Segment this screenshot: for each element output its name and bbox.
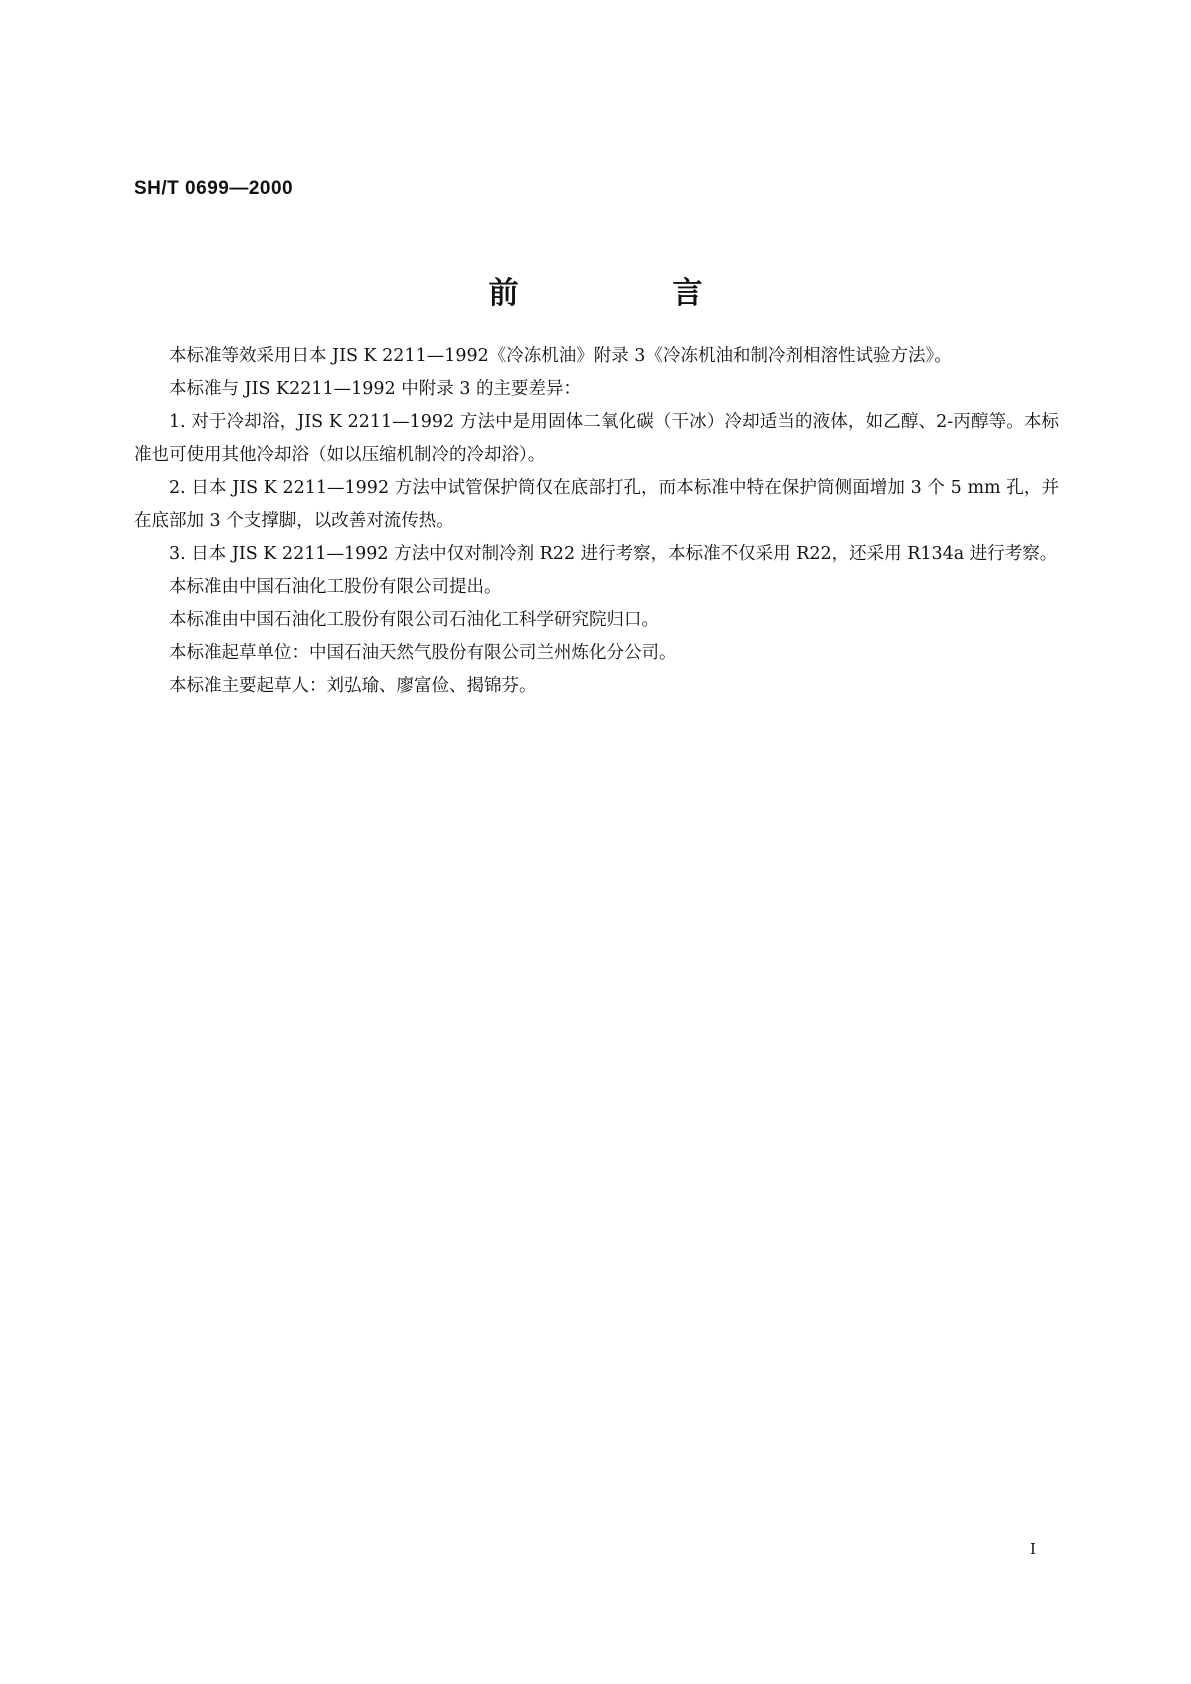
paragraph-administrator: 本标准由中国石油化工股份有限公司石油化工科学研究院归口。 xyxy=(169,610,659,630)
paragraph-difference-3: 3. 日本 JIS K 2211—1992 方法中仅对制冷剂 R22 进行考察，本标准不仅采用 R22，还采用 R134a 进行考察。 xyxy=(169,544,1058,564)
paragraph-differences-intro: 本标准与 JIS K2211—1992 中附录 3 的主要差异： xyxy=(169,379,582,399)
foreword-body xyxy=(134,340,1059,703)
paragraph-drafting-unit: 本标准起草单位：中国石油天然气股份有限公司兰州炼化分公司。 xyxy=(169,643,677,663)
paragraph-difference-2: 2. 日本 JIS K 2211—1992 方法中试管保护筒仅在底部打孔，而本标准中特在保护筒侧面增加 3 个 5 mm 孔，并在底部加 3 个支撑脚，以改善对流传热。 xyxy=(134,478,1059,531)
page-title: 前 言 xyxy=(488,276,765,311)
standard-code: SH/T 0699—2000 xyxy=(134,178,294,199)
page-number: I xyxy=(1030,1540,1036,1558)
paragraph-adoption: 本标准等效采用日本 JIS K 2211—1992《冷冻机油》附录 3《冷冻机油和制冷剂相溶性试验方法》。 xyxy=(169,346,952,366)
paragraph-drafters: 本标准主要起草人：刘弘瑜、廖富俭、揭锦芬。 xyxy=(169,676,537,696)
paragraph-difference-1: 1. 对于冷却浴，JIS K 2211—1992 方法中是用固体二氧化碳（干冰）冷却适当的液体，如乙醇、2-丙醇等。本标准也可使用其他冷却浴（如以压缩机制冷的冷却浴）。 xyxy=(134,412,1059,465)
paragraph-proposer: 本标准由中国石油化工股份有限公司提出。 xyxy=(169,577,502,597)
